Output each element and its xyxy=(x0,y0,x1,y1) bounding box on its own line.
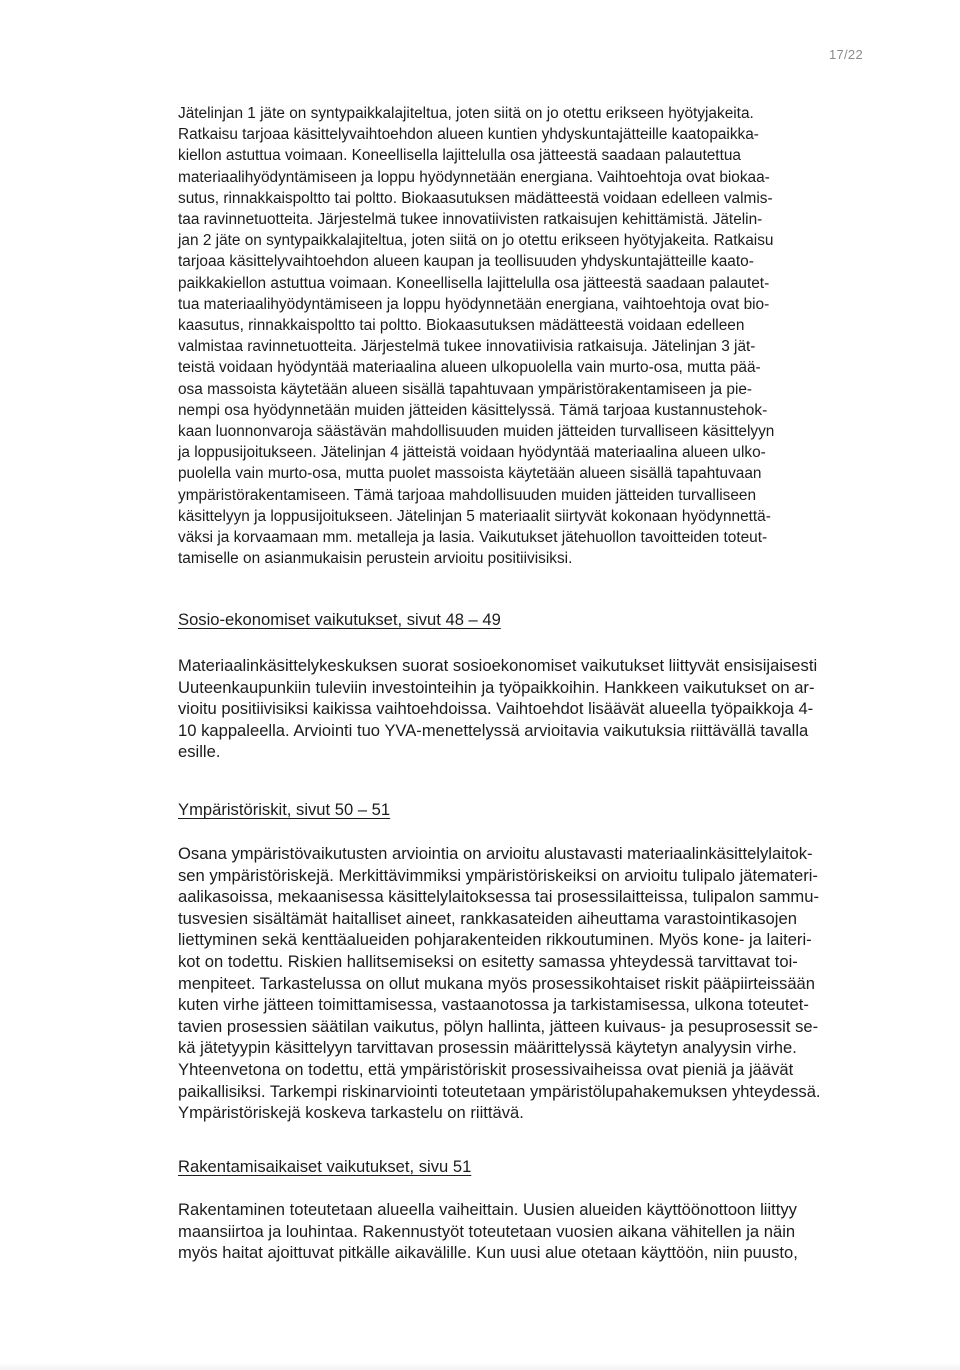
text-line: Uuteenkaupunkiin tuleviin investointeihin ja työpaikkoihin. Hankkeen vaikutukset on ar- xyxy=(178,677,815,697)
text-line: Rakentaminen toteutetaan alueella vaiheittain. Uusien alueiden käyttöönottoon liittyy xyxy=(178,1200,797,1219)
text-line: menpiteet. Tarkastelussa on ollut mukana myös prosessikohtaiset riskit pääpiirteissään xyxy=(178,973,816,993)
text-line: materiaalihyödyntämiseen ja loppu hyödynnetään energiana. Vaihtoehtoja ovat biokaa- xyxy=(178,168,770,186)
text-line: tarjoaa käsittelyvaihtoehdon alueen kaupan ja teollisuuden yhdyskuntajätteille kaato- xyxy=(178,253,754,271)
text-line: taa ravinnetuotteita. Järjestelmä tukee innovatiivisten ratkaisujen kehittämistä. Jätelin- xyxy=(178,211,763,229)
text-line: Osana ympäristövaikutusten arviointia on arvioitu alustavasti materiaalinkäsittelylaitok- xyxy=(178,844,813,863)
text-line: tua materiaalihyödyntämiseen ja loppu hyödynnetään energiana, vaihtoehtoja ovat bio- xyxy=(178,295,770,313)
heading-environmental-risks: Ympäristöriskit, sivut 50 – 51 xyxy=(178,800,391,819)
text-line: Ympäristöriskejä koskeva tarkastelu on riittävä. xyxy=(178,1103,524,1123)
text-line: kaasutus, rinnakkaispoltto tai poltto. Biokaasutuksen mädätteestä voidaan edelleen xyxy=(178,317,745,335)
text-line: liettyminen sekä kenttäalueiden pohjarakenteiden rikkoutuminen. Myös kone- ja laiteri- xyxy=(178,930,812,950)
text-line: nempi osa hyödynnetään muiden jätteiden käsittelyssä. Tämä tarjoaa kustannustehok- xyxy=(178,401,768,419)
text-line: kaan luonnonvaroja säästävän mahdollisuuden muiden jätteiden turvalliseen käsittelyyn xyxy=(178,423,775,441)
text-line: väksi ja korvaamaan mm. metalleja ja lasia. Vaikutukset jätehuollon tavoitteiden toteut- xyxy=(178,529,768,547)
text-line: sutus, rinnakkaispoltto tai poltto. Biokaasutuksen mädätteestä voidaan edelleen valmis- xyxy=(178,189,773,207)
paragraph-environmental-risks xyxy=(178,843,890,1124)
text-line: paikkakiellon astuttua voimaan. Koneellisella lajittelulla osa jätteestä saadaan palautet- xyxy=(178,274,770,292)
text-line: esille. xyxy=(178,742,221,762)
text-line: vioitu positiivisiksi kaikissa vaihtoehdoissa. Vaihtoehdot lisäävät alueella työpaikkoja 4- xyxy=(178,699,814,719)
heading-construction-impacts: Rakentamisaikaiset vaikutukset, sivu 51 xyxy=(178,1157,472,1176)
text-line: käsittelyyn ja loppusijoitukseen. Jätelinjan 5 materiaalit siirtyvät kokonaan hyödynnettä- xyxy=(178,507,771,525)
text-line: Ratkaisu tarjoaa käsittelyvaihtoehdon alueen kuntien yhdyskuntajätteille kaatopaikka- xyxy=(178,126,759,144)
text-line: maansiirtoa ja louhintaa. Rakennustyöt toteutetaan vuosien aikana vähitellen ja näin xyxy=(178,1221,796,1241)
text-line: tavien prosessien säätilan vaikutus, pölyn hallinta, jätteen kuivaus- ja pesuprosessit se- xyxy=(178,1016,819,1036)
text-line: kä jätetyypin käsittelyyn tarvittavan prosessin määrittelyssä käytetyn analyysin virhe. xyxy=(178,1038,797,1058)
text-line: 10 kappaleella. Arviointi tuo YVA-menettelyssä arvioitavia vaikutuksia riittävällä tavalla xyxy=(178,720,809,740)
text-line: jan 2 jäte on syntypaikkalajiteltua, joten siitä on jo otettu erikseen hyötyjakeita. Ratkaisu xyxy=(178,232,774,250)
text-line: paikallisiksi. Tarkempi riskinarviointi toteutetaan ympäristölupahakemuksen yhteydessä. xyxy=(178,1081,821,1101)
text-line: osa massoista käytetään alueen sisällä tapahtuvaan ympäristörakentamiseen ja pie- xyxy=(178,380,753,398)
text-line: aalikasoissa, mekaanisessa käsittelylaitoksessa tai prosessilaitteissa, tulipalon sammu- xyxy=(178,887,819,907)
text-line: sen ympäristöriskejä. Merkittävimmiksi ympäristöriskeiksi on arvioitu tulipalo jätemateri- xyxy=(178,865,818,885)
text-line: tusvesien sisältämät haitalliset aineet, rankkasateiden aiheuttama varastointikasojen xyxy=(178,908,797,928)
text-line: teistä voidaan hyödyntää materiaalina alueen ulkopuolella vain murto-osa, mutta pää- xyxy=(178,359,761,377)
text-line: kuten virhe jätteen toimittamisessa, vastaanotossa ja tarkistamisessa, ulkona toteutet- xyxy=(178,995,809,1015)
heading-socio-economic: Sosio-ekonomiset vaikutukset, sivut 48 – 49 xyxy=(178,610,501,629)
paragraph-construction-impacts xyxy=(178,1199,890,1264)
text-line: kiellon astuttua voimaan. Koneellisella lajittelulla osa jätteestä saadaan palautettua xyxy=(178,147,741,165)
paragraph-socio-economic xyxy=(178,655,890,763)
text-line: Jätelinjan 1 jäte on syntypaikkalajiteltua, joten siitä on jo otettu erikseen hyötyjakeita. xyxy=(178,105,754,122)
text-line: ja loppusijoitukseen. Jätelinjan 4 jätteistä voidaan hyödyntää materiaalina alueen ulko- xyxy=(178,444,766,462)
paragraph-waste-lines xyxy=(178,103,890,569)
text-line: ympäristörakentamiseen. Tämä tarjoaa mahdollisuuden muiden jätteiden turvalliseen xyxy=(178,486,757,504)
text-line: tamiselle on asianmukaisin perustein arvioitu positiivisiksi. xyxy=(178,550,573,568)
text-line: kot on todettu. Riskien hallitsemiseksi on esitetty samassa yhteydessä tarvittavat toi- xyxy=(178,951,798,971)
text-line: Yhteenvetona on todettu, että ympäristöriskit prosessivaiheissa ovat pieniä ja jäävät xyxy=(178,1059,794,1079)
text-line: Materiaalinkäsittelykeskuksen suorat sosioekonomiset vaikutukset liittyvät ensisijaisesti xyxy=(178,656,818,675)
text-line: valmistaa ravinnetuotteita. Järjestelmä tukee innovatiivisia ratkaisuja. Jätelinjan 3 jät- xyxy=(178,338,756,356)
text-line: myös haitat ajoittuvat pitkälle aikavälille. Kun uusi alue otetaan käyttöön, niin puusto, xyxy=(178,1243,798,1263)
page-number: 17/22 xyxy=(828,47,863,62)
text-line: puolella vain murto-osa, mutta puolet massoista käytetään alueen sisällä tapahtuvaan xyxy=(178,465,762,483)
page-bottom-edge xyxy=(0,1362,960,1370)
